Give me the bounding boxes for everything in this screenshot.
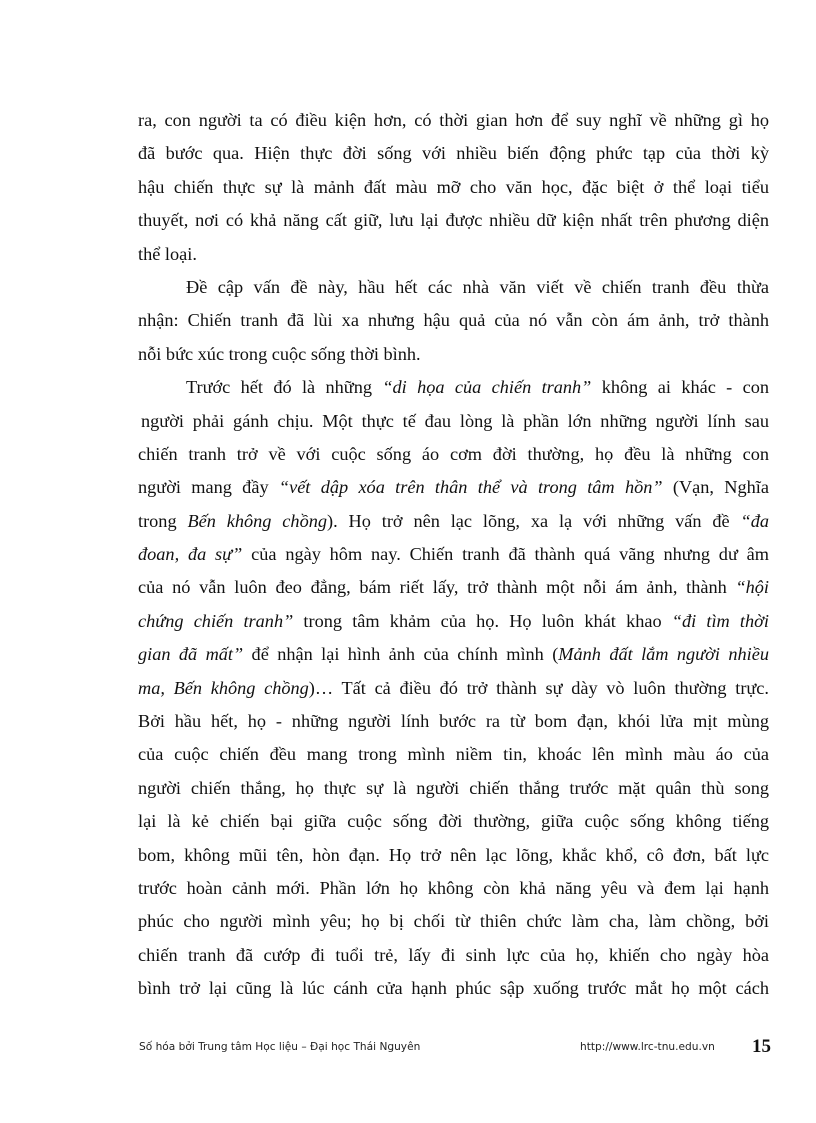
text-line: đã bước qua. Hiện thực đời sống với nhiều biến động phức tạp của thời kỳ [138, 143, 769, 164]
text-line [138, 872, 769, 905]
text-line [138, 605, 769, 638]
page-number: 15 [752, 1036, 771, 1057]
text-line: Đề cập vấn đề này, hầu hết các nhà văn viết về chiến tranh đều thừa [186, 276, 769, 297]
quote: “đa [740, 510, 769, 531]
text-line [138, 505, 769, 538]
book-title: Mảnh đất lắm người nhiều [558, 644, 769, 665]
text-line [138, 772, 769, 805]
text-segment: của ngày hôm nay. Chiến tranh đã thành quá vãng nhưng dư âm [242, 544, 769, 565]
text-segment: bình trở lại cũng là lúc cánh cửa hạnh phúc sập xuống trước mắt họ một cách [138, 978, 769, 999]
page-footer [139, 1036, 771, 1060]
text-segment: lại là kẻ chiến bại giữa cuộc sống đời thường, giữa cuộc sống không tiếng [138, 811, 769, 832]
footer-url[interactable]: http://www.lrc-tnu.edu.vn [580, 1041, 715, 1053]
body-text [138, 104, 769, 1006]
text-line: ra, con người ta có điều kiện hơn, có thời gian hơn để suy nghĩ về những gì họ [138, 110, 769, 130]
text-segment: chiến tranh đã cướp đi tuổi trẻ, lấy đi sinh lực của họ, khiến cho ngày hòa [138, 944, 769, 965]
book-title: ma, Bến không chồng [138, 677, 309, 698]
quote: “hội [735, 577, 769, 598]
text-line [138, 805, 769, 838]
quote: đoan, đa sự” [138, 544, 243, 565]
quote: chứng chiến tranh” [138, 610, 294, 631]
text-segment: bom, không mũi tên, hòn đạn. Họ trở nên lạc lõng, khắc khổ, cô đơn, bất lực [138, 844, 769, 865]
text-line: nỗi bức xúc trong cuộc sống thời bình. [138, 343, 421, 364]
text-segment: không ai khác - con [591, 377, 769, 398]
text-segment: của nó vẫn luôn đeo đẳng, bám riết lấy, trở thành một nỗi ám ảnh, thành [138, 577, 736, 598]
text-segment: người phải gánh chịu. Một thực tế đau lòng là phần lớn những người lính sau [141, 410, 769, 431]
text-segment: trong [138, 510, 188, 531]
text-segment: trước hoàn cảnh mới. Phần lớn họ không còn khả năng yêu và đem lại hạnh [138, 877, 769, 898]
quote: “vết dập xóa trên thân thể và trong tâm hồn” [278, 477, 663, 498]
text-line [138, 738, 769, 771]
text-segment: chiến tranh trở về với cuộc sống áo cơm đời thường, họ đều là những con [138, 443, 769, 464]
text-line [138, 405, 769, 438]
text-segment: của cuộc chiến đều mang trong mình niềm tin, khoác lên mình màu áo của [138, 744, 769, 765]
footer-source: Số hóa bởi Trung tâm Học liệu – Đại học Thái Nguyên [139, 1041, 421, 1053]
text-line [138, 638, 769, 671]
text-line [138, 438, 769, 471]
text-segment: người mang đầy [138, 477, 279, 498]
text-line [138, 939, 769, 972]
text-line: hậu chiến thực sự là mảnh đất màu mỡ cho văn học, đặc biệt ở thể loại tiểu [138, 176, 769, 197]
text-segment: Bởi hầu hết, họ - những người lính bước ra từ bom đạn, khói lửa mịt mùng [138, 711, 769, 732]
text-segment: Trước hết đó là những [186, 377, 383, 398]
text-segment: phúc cho người mình yêu; họ bị chối từ thiên chức làm cha, làm chồng, bởi [138, 911, 769, 932]
text-line [138, 672, 769, 705]
text-line: thể loại. [138, 243, 197, 264]
text-segment: người chiến thắng, họ thực sự là người chiến thắng trước mặt quân thù song [138, 777, 769, 798]
text-line [138, 905, 769, 938]
text-line [138, 538, 769, 571]
book-title: Bến không chồng [187, 510, 327, 531]
text-line [138, 371, 769, 404]
text-line [138, 705, 769, 738]
text-line [138, 972, 769, 1005]
text-segment: (Vạn, Nghĩa [662, 477, 769, 498]
text-line [138, 839, 769, 872]
text-line [138, 571, 769, 604]
text-segment: để nhận lại hình ảnh của chính mình ( [243, 644, 559, 665]
text-line: thuyết, nơi có khả năng cất giữ, lưu lại được nhiều dữ kiện nhất trên phương diện [138, 210, 769, 231]
text-line [138, 471, 769, 504]
text-line: nhận: Chiến tranh đã lùi xa nhưng hậu quả của nó vẫn còn ám ảnh, trở thành [138, 310, 769, 331]
quote: “đi tìm thời [671, 610, 769, 631]
quote: gian đã mất” [138, 644, 244, 665]
quote: “di họa của chiến tranh” [382, 377, 592, 398]
text-segment: )… Tất cả điều đó trở thành sự dày vò luôn thường trực. [308, 677, 769, 698]
text-segment: ). Họ trở nên lạc lõng, xa lạ với những vấn đề [327, 510, 741, 531]
text-segment: trong tâm khảm của họ. Họ luôn khát khao [293, 610, 672, 631]
